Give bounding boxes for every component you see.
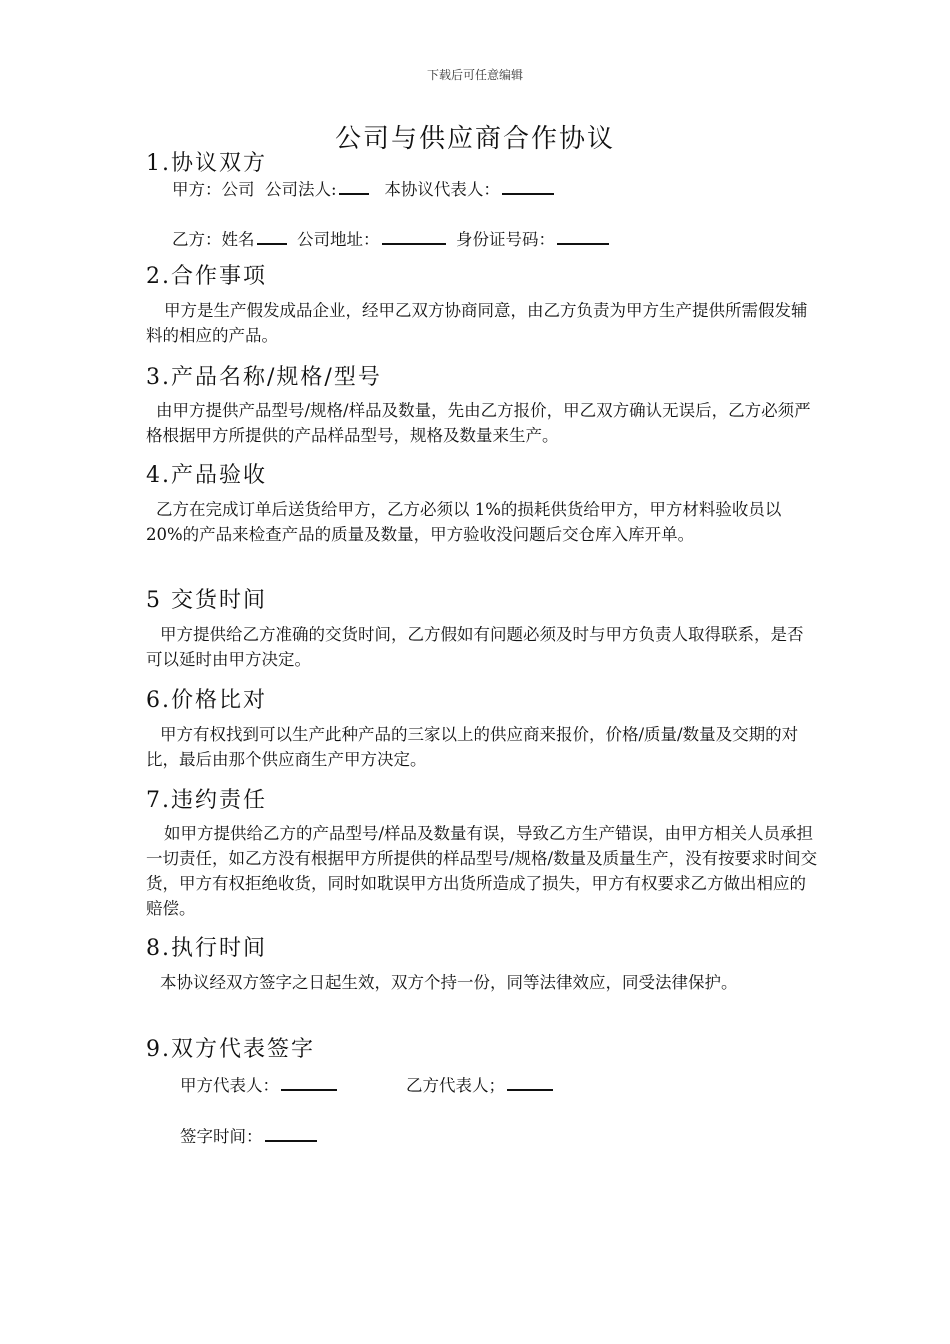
party-b-rep-blank <box>507 1073 553 1091</box>
section-heading-cooperation: 2.合作事项 <box>146 264 267 289</box>
sign-date-line <box>180 1123 317 1147</box>
section-heading-signatures: 9.双方代表签字 <box>146 1037 315 1062</box>
representative-blank <box>502 177 554 195</box>
section-heading-product-spec: 3.产品名称/规格/型号 <box>146 365 382 390</box>
document-title: 公司与供应商合作协议 <box>334 124 615 154</box>
party-b-rep-label: 乙方代表人； <box>406 1076 505 1095</box>
party-b-line <box>172 226 609 250</box>
address-blank <box>382 227 446 245</box>
party-a-rep-label: 甲方代表人： <box>180 1076 279 1095</box>
section-body-delivery: 甲方提供给乙方准确的交货时间，乙方假如有问题必须及时与甲方负责人取得联系，是否可以延时由甲方决定。 <box>146 625 804 669</box>
section-heading-price: 6.价格比对 <box>146 688 267 713</box>
section-body-acceptance: 乙方在完成订单后送货给甲方，乙方必须以 1%的损耗供货给甲方，甲方材料验收员以 20%的产品来检查产品的质量及数量，甲方验收没问题后交仓库入库开单。 <box>146 500 782 544</box>
section-heading-effective: 8.执行时间 <box>146 936 267 961</box>
party-b-rep-line <box>406 1072 553 1096</box>
legal-person-label: 公司法人: <box>265 180 337 199</box>
id-blank <box>557 227 609 245</box>
party-a-label: 甲方：公司 <box>172 180 255 199</box>
party-a-rep-blank <box>281 1073 337 1091</box>
id-label: 身份证号码： <box>456 230 555 249</box>
section-body-cooperation: 甲方是生产假发成品企业，经甲乙双方协商同意，由乙方负责为甲方生产提供所需假发辅料的相应的产品。 <box>146 301 808 345</box>
party-a-line <box>172 176 554 200</box>
section-body-price: 甲方有权找到可以生产此种产品的三家以上的供应商来报价，价格/质量/数量及交期的对比，最后由那个供应商生产甲方决定。 <box>146 725 799 769</box>
legal-person-blank <box>339 177 369 195</box>
section-heading-parties: 1.协议双方 <box>146 151 267 176</box>
party-b-name-label: 乙方：姓名 <box>172 230 255 249</box>
page-header: 下载后可任意编辑 <box>426 68 523 82</box>
section-body-liability: 如甲方提供给乙方的产品型号/样品及数量有误，导致乙方生产错误，由甲方相关人员承担一切责任，如乙方没有根据甲方所提供的样品型号/规格/数量及质量生产，没有按要求时间交货，甲方有权拒绝收货，同时如耽误甲方出货所造成了损失，甲方有权要求乙方做出相应的赔偿。 <box>146 824 818 918</box>
sign-date-blank <box>265 1124 317 1142</box>
section-body-effective: 本协议经双方签字之日起生效，双方个持一份，同等法律效应，同受法律保护。 <box>160 973 738 992</box>
section-body-product-spec: 由甲方提供产品型号/规格/样品及数量，先由乙方报价，甲乙双方确认无误后，乙方必须严格根据甲方所提供的产品样品型号，规格及数量来生产。 <box>146 401 811 445</box>
party-b-name-blank <box>257 227 287 245</box>
sign-date-label: 签字时间： <box>180 1127 263 1146</box>
section-heading-acceptance: 4.产品验收 <box>146 463 267 488</box>
section-heading-delivery: 5 交货时间 <box>146 588 267 613</box>
party-a-rep-line <box>180 1072 337 1096</box>
section-heading-liability: 7.违约责任 <box>146 788 267 813</box>
representative-label: 本协议代表人： <box>384 180 500 199</box>
address-label: 公司地址： <box>297 230 380 249</box>
